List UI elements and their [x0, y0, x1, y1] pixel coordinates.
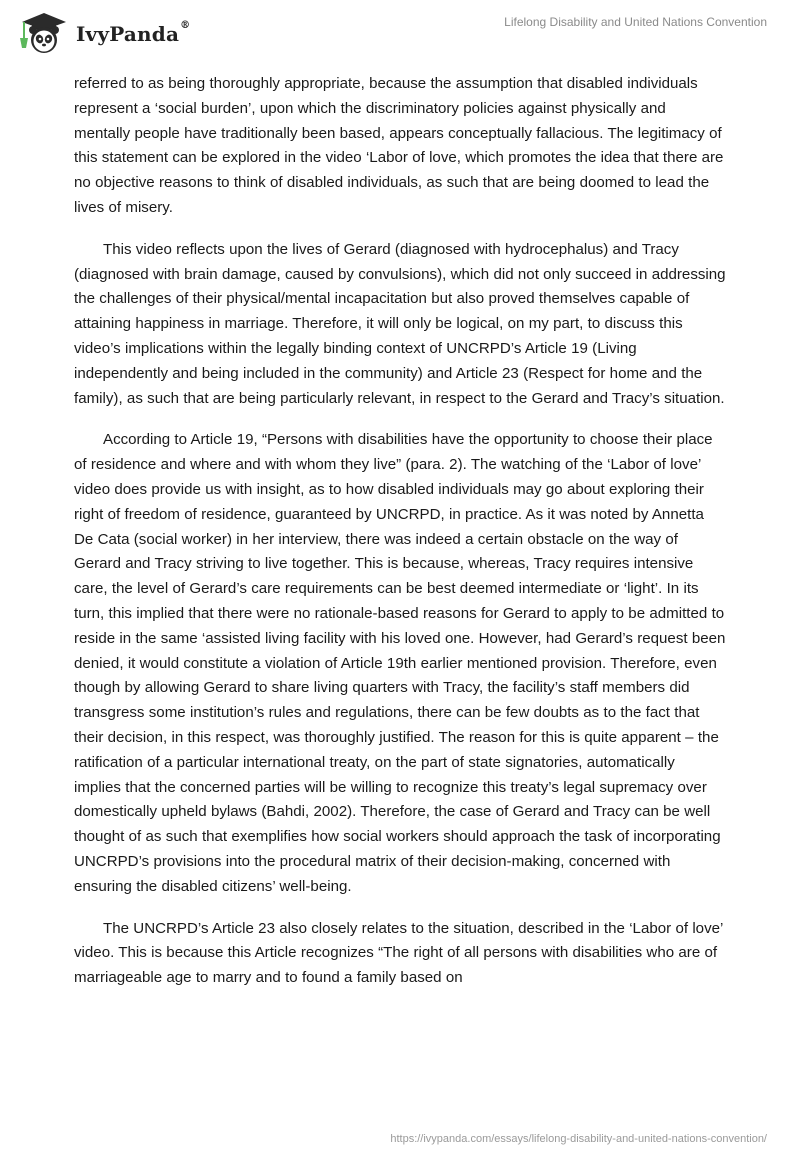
paragraph: According to Article 19, “Persons with disabilities have the opportunity to choose their place of residence and where and with whom they live” (para. 2). The watching of the ‘Labor of love’ video does provide us with insight, as to how disabled individuals may go about exploring their right of freedom of residence, guaranteed by UNCRPD, in practice. As it was noted by Annetta De Cata (social worker) in her interview, there was indeed a certain obstacle on the way of Gerard and Tracy striving to live together. This is because, whereas, Tracy requires intensive care, the level of Gerard’s care requirements can be best deemed intermediate or ‘light’. In its turn, this implied that there were no rationale-based reasons for Gerard to apply to be admitted to reside in the same ‘assisted living facility with his loved one. However, had Gerard’s request been denied, it would constitute a violation of Article 19th earlier mentioned provision. Therefore, even though by allowing Gerard to share living quarters with Tracy, the facility’s staff members did transgress some institution’s rules and regulations, there can be few doubts as to the fact that their decision, in this respect, was thoroughly justified. The reason for this is quite apparent – the ratification of a particular international treaty, on the part of state signatories, automatically implies that the concerned parties will be willing to recognize this treaty’s legal supremacy over domestically upheld bylaws (Bahdi, 2002). Therefore, the case of Gerard and Tracy can be well thought of as such that exemplifies how social workers should approach the task of incorporating UNCRPD’s provisions into the procedural matrix of their decision-making, concerned with ensuring the disabled citizens’ well-being. [74, 431, 726, 895]
source-url-link[interactable]: https://ivypanda.com/essays/lifelong-disability-and-united-nations-convention/ [390, 1133, 767, 1145]
registered-mark: ® [180, 20, 191, 31]
page-header [0, 0, 800, 62]
panda-graduation-cap-logo-icon [14, 8, 70, 56]
document-title: Lifelong Disability and United Nations Convention [504, 15, 767, 29]
paragraph: This video reflects upon the lives of Gerard (diagnosed with hydrocephalus) and Tracy (diagnosed with brain damage, caused by convulsions), which did not only succeed in addressing the challenges of their physical/mental incapacitation but also proved themselves capable of attaining happiness in marriage. Therefore, it will only be logical, on my part, to discuss this video’s implications within the legally binding context of UNCRPD’s Article 19 (Living independently and being included in the community) and Article 23 (Respect for home and the family), as such that are being particularly relevant, in respect to the Gerard and Tracy’s situation. [74, 240, 726, 407]
brand-name [76, 22, 190, 46]
essay-body [74, 72, 726, 1008]
brand-logo[interactable] [14, 8, 190, 56]
paragraph: The UNCRPD’s Article 23 also closely relates to the situation, described in the ‘Labor of love’ video. This is because this Article recognizes “The right of all persons with disabilities who are of marriageable age to marry and to found a family based on [74, 919, 723, 987]
brand-name-text: IvyPanda [76, 22, 180, 46]
paragraph-continued: referred to as being thoroughly appropriate, because the assumption that disabled individuals represent a ‘social burden’, upon which the discriminatory policies against physically and mentally people have traditionally been based, appears conceptually fallacious. The legitimacy of this statement can be explored in the video ‘Labor of love, which promotes the idea that there are no objective reasons to think of disabled individuals, as such that are being doomed to lead the lives of misery. [74, 75, 724, 216]
